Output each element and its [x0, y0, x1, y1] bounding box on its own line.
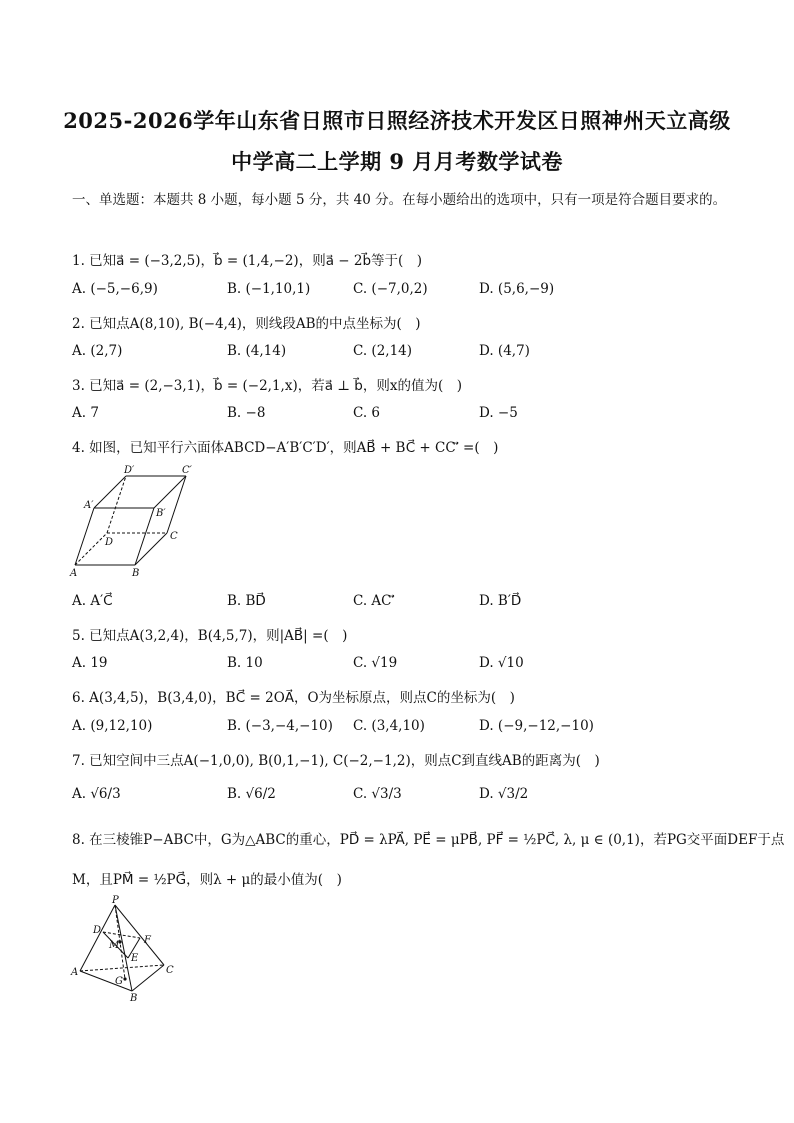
option-d: D. −5	[479, 405, 518, 421]
option-a: A. (−5,−6,9)	[72, 281, 158, 297]
option-b: B. (−1,10,1)	[227, 281, 311, 297]
option-c: C. √19	[353, 655, 398, 671]
option-d: D. (−9,−12,−10)	[479, 718, 594, 734]
label-a: A	[71, 967, 79, 978]
option-c: C. (3,4,10)	[353, 718, 425, 734]
label-d: D	[105, 537, 114, 548]
label-c: C	[166, 965, 174, 976]
question-7-stem: 7. 已知空间中三点A(−1,0,0), B(0,1,−1), C(−2,−1,2)，则点C到直线AB的距离为( )	[72, 753, 600, 769]
label-a-prime: A′	[84, 500, 94, 511]
exam-title-line-2: 中学高二上学期 9 月月考数学试卷	[231, 149, 563, 174]
option-c: C. (2,14)	[353, 343, 413, 359]
label-f: F	[144, 935, 151, 946]
question-3-stem: 3. 已知a⃗ = (2,−3,1)，b⃗ = (−2,1,x)，若a⃗ ⊥ b⃗，则x的值为( )	[72, 378, 462, 394]
label-g: G	[115, 976, 123, 987]
label-b: B	[132, 568, 140, 579]
option-b: B. (−3,−4,−10)	[227, 718, 333, 734]
label-b-prime: B′	[156, 508, 166, 519]
option-b: B. −8	[227, 405, 266, 421]
option-d: D. B′D⃗	[479, 593, 522, 609]
option-d: D. (4,7)	[479, 343, 530, 359]
question-1-stem: 1. 已知a⃗ = (−3,2,5)，b⃗ = (1,4,−2)，则a⃗ − 2b⃗等于( )	[72, 253, 423, 269]
question-6-stem: 6. A(3,4,5)，B(3,4,0)，BC⃗ = 2OA⃗，O为坐标原点，则点C的坐标为( )	[72, 690, 515, 706]
label-d-prime: D′	[124, 465, 135, 476]
label-b: B	[130, 993, 138, 1004]
option-d: D. (5,6,−9)	[479, 281, 555, 297]
question-2-stem: 2. 已知点A(8,10), B(−4,4)，则线段AB的中点坐标为( )	[72, 316, 421, 332]
option-b: B. 10	[227, 655, 263, 671]
section-heading: 一、单选题：本题共 8 小题，每小题 5 分，共 40 分。在每小题给出的选项中，只有一项是符合题目要求的。	[72, 192, 727, 208]
option-b: B. √6/2	[227, 786, 276, 802]
label-d: D	[93, 925, 102, 936]
label-c: C	[170, 531, 178, 542]
option-b: B. (4,14)	[227, 343, 287, 359]
option-c: C. 6	[353, 405, 381, 421]
option-c: C. √3/3	[353, 786, 402, 802]
label-a: A	[70, 568, 78, 579]
label-p: P	[112, 895, 119, 906]
exam-title-line-1: 2025-2026学年山东省日照市日照经济技术开发区日照神州天立高级	[63, 108, 731, 133]
option-a: A. √6/3	[72, 786, 121, 802]
option-a: A. A′C⃗	[72, 593, 113, 609]
option-a: A. (9,12,10)	[72, 718, 153, 734]
option-a: A. 19	[72, 655, 108, 671]
label-e: E	[131, 953, 139, 964]
parallelepiped-figure	[68, 462, 198, 580]
option-c: C. (−7,0,2)	[353, 281, 428, 297]
option-b: B. BD⃗	[227, 593, 266, 609]
question-8-stem: 8. 在三棱锥P−ABC中，G为△ABC的重心，PD⃗ = λPA⃗, PE⃗ = μPB⃗, PF⃗ = ½PC⃗, λ, μ ∈ (0,1)，若PG交平面DEF于点	[72, 832, 785, 848]
tetrahedron-figure	[68, 895, 183, 1005]
option-a: A. (2,7)	[72, 343, 123, 359]
label-c-prime: C′	[182, 465, 192, 476]
question-5-stem: 5. 已知点A(3,2,4)，B(4,5,7)，则|AB⃗| =( )	[72, 628, 348, 644]
question-4-stem: 4. 如图，已知平行六面体ABCD−A′B′C′D′，则AB⃗ + BC⃗ + CC′⃗ =( )	[72, 440, 499, 456]
label-m: M	[109, 940, 120, 951]
option-d: D. √3/2	[479, 786, 529, 802]
option-c: C. AC′⃗	[353, 593, 395, 609]
option-d: D. √10	[479, 655, 524, 671]
question-8-stem-continued: M，且PM⃗ = ½PG⃗，则λ + μ的最小值为( )	[72, 872, 342, 888]
option-a: A. 7	[72, 405, 99, 421]
